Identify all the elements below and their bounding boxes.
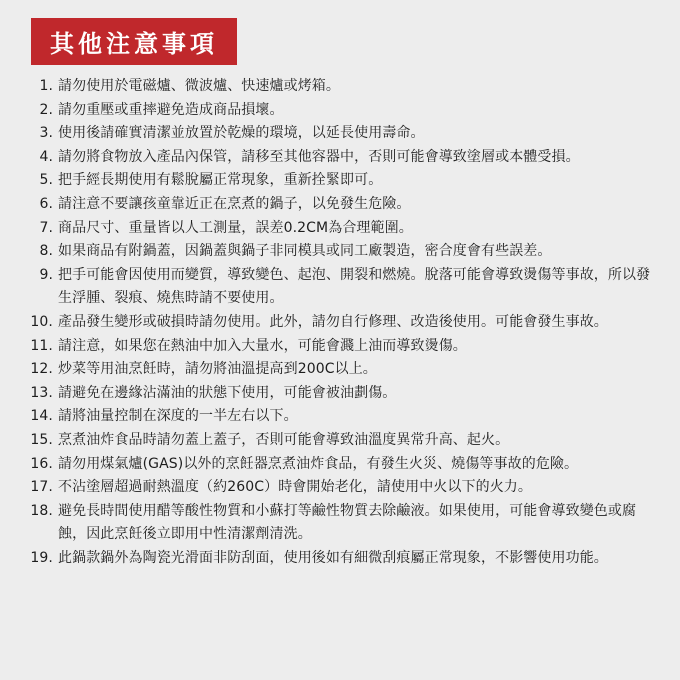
item-text: 請勿使用於電磁爐、微波爐、快速爐或烤箱。: [58, 78, 340, 94]
item-number: 17.: [30, 479, 53, 496]
item-text: 炒菜等用油烹飪時，請勿將油溫提高到200C以上。: [58, 361, 377, 378]
item-text: 請勿將食物放入產品內保管，請移至其他容器中，否則可能會導致塗層或本體受損。: [58, 148, 580, 165]
item-number: 13.: [30, 384, 53, 401]
item-number: 16.: [30, 455, 53, 472]
list-item: [0, 476, 680, 500]
item-number: 8.: [39, 243, 53, 260]
item-number: 15.: [30, 431, 53, 448]
item-text: 請勿用煤氣爐(GAS)以外的烹飪器烹煮油炸食品，有發生火災、燒傷等事故的危險。: [58, 455, 579, 472]
list-item: [0, 405, 680, 429]
item-text: 此鍋款鍋外為陶瓷光滑面非防刮面，使用後如有細微刮痕屬正常現象，不影響使用功能。: [58, 549, 608, 566]
list-item: [0, 169, 680, 193]
item-text: 把手可能會因使用而變質，導致變色、起泡、開裂和燃燒。脫落可能會導致燙傷等事故，所以發生浮腫、裂痕、燒焦時請不要使用。: [58, 266, 651, 307]
list-item: [0, 240, 680, 264]
list-item: [0, 146, 680, 170]
list-item: [0, 122, 680, 146]
item-number: 11.: [30, 337, 53, 354]
list-item: [0, 75, 680, 99]
item-number: 10.: [30, 313, 53, 330]
page-title: 其他注意事項: [31, 18, 237, 65]
item-text: 請注意不要讓孩童靠近正在烹煮的鍋子，以免發生危險。: [58, 195, 411, 212]
item-number: 19.: [30, 549, 53, 566]
item-number: 7.: [39, 219, 53, 236]
item-text: 商品尺寸、重量皆以人工測量，誤差0.2CM為合理範圍。: [58, 219, 413, 236]
item-number: 14.: [30, 408, 53, 425]
item-number: 1.: [39, 78, 53, 94]
list-item: [0, 358, 680, 382]
item-text: 請注意，如果您在熱油中加入大量水，可能會濺上油而導致燙傷。: [58, 337, 467, 354]
list-item: [0, 500, 680, 547]
notes-list: [0, 75, 680, 570]
list-item: [0, 335, 680, 359]
item-number: 5.: [39, 172, 53, 189]
item-number: 3.: [39, 125, 53, 142]
list-item: [0, 453, 680, 477]
item-text: 把手經長期使用有鬆脫屬正常現象，重新拴緊即可。: [58, 172, 383, 189]
list-item: [0, 547, 680, 571]
item-text: 產品發生變形或破損時請勿使用。此外，請勿自行修理、改造後使用。可能會發生事故。: [58, 313, 608, 330]
item-text: 烹煮油炸食品時請勿蓋上蓋子，否則可能會導致油溫度異常升高、起火。: [58, 431, 510, 448]
item-text: 使用後請確實清潔並放置於乾燥的環境，以延長使用壽命。: [58, 125, 425, 142]
item-number: 12.: [30, 361, 53, 378]
item-text: 請勿重壓或重摔避免造成商品損壞。: [58, 101, 284, 118]
item-number: 4.: [39, 148, 53, 165]
list-item: [0, 99, 680, 123]
item-number: 6.: [39, 195, 53, 212]
list-item: [0, 264, 680, 311]
list-item: [0, 429, 680, 453]
list-item: [0, 217, 680, 241]
item-text: 避免長時間使用醋等酸性物質和小蘇打等鹼性物質去除鹼液。如果使用，可能會導致變色或腐蝕，因此烹飪後立即用中性清潔劑清洗。: [58, 502, 637, 543]
item-text: 請將油量控制在深度的一半左右以下。: [58, 408, 298, 425]
item-text: 請避免在邊緣沾滿油的狀態下使用，可能會被油劃傷。: [58, 384, 397, 401]
item-number: 2.: [39, 101, 53, 118]
item-text: 如果商品有附鍋蓋，因鍋蓋與鍋子非同模具或同工廠製造，密合度會有些誤差。: [58, 243, 552, 260]
item-number: 18.: [30, 502, 53, 519]
list-item: [0, 193, 680, 217]
item-number: 9.: [39, 266, 53, 283]
item-text: 不沾塗層超過耐熱溫度（約260C）時會開始老化，請使用中火以下的火力。: [58, 479, 532, 496]
list-item: [0, 311, 680, 335]
list-item: [0, 382, 680, 406]
